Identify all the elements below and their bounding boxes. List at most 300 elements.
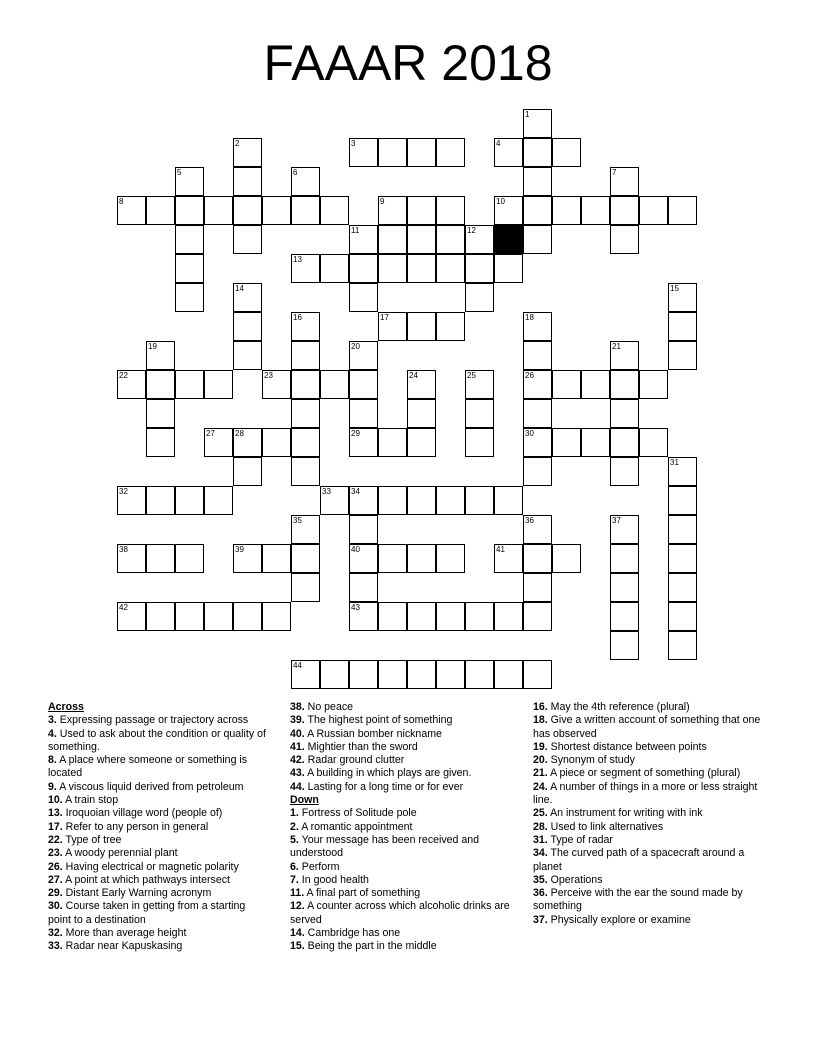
grid-cell[interactable] bbox=[117, 486, 146, 515]
grid-cell[interactable] bbox=[436, 196, 465, 225]
grid-cell[interactable] bbox=[436, 602, 465, 631]
grid-cell[interactable] bbox=[204, 196, 233, 225]
clue-number: 31 bbox=[670, 458, 679, 467]
clue-number: 36 bbox=[525, 516, 534, 525]
clue-item bbox=[290, 767, 515, 780]
clue-number: 27 bbox=[206, 429, 215, 438]
clue-label: 8. bbox=[48, 754, 57, 767]
grid-cell[interactable] bbox=[407, 370, 436, 399]
grid-cell[interactable] bbox=[378, 428, 407, 457]
clue-label: 25. bbox=[533, 807, 548, 820]
grid-cell[interactable] bbox=[378, 138, 407, 167]
clue-label: 14. bbox=[290, 927, 305, 940]
clue-text: Your message has been received and understood bbox=[290, 833, 480, 860]
grid-cell[interactable] bbox=[407, 254, 436, 283]
grid-cell[interactable] bbox=[349, 660, 378, 689]
grid-cell[interactable] bbox=[668, 196, 697, 225]
grid-cell[interactable] bbox=[349, 573, 378, 602]
grid-cell[interactable] bbox=[407, 399, 436, 428]
grid-cell[interactable] bbox=[523, 312, 552, 341]
clue-label: 44. bbox=[290, 780, 305, 793]
grid-cell[interactable] bbox=[465, 486, 494, 515]
clue-item bbox=[48, 807, 270, 820]
clue-text: An instrument for writing with ink bbox=[547, 807, 703, 820]
clue-number: 42 bbox=[119, 603, 128, 612]
grid-cell[interactable] bbox=[494, 138, 523, 167]
grid-cell[interactable] bbox=[523, 341, 552, 370]
grid-cell[interactable] bbox=[175, 370, 204, 399]
grid-cell[interactable] bbox=[465, 225, 494, 254]
grid-cell[interactable] bbox=[291, 544, 320, 573]
clue-number: 24 bbox=[409, 371, 418, 380]
clue-text: Distant Early Warning acronym bbox=[62, 887, 212, 900]
clue-item bbox=[290, 807, 515, 820]
grid-cell[interactable] bbox=[320, 254, 349, 283]
grid-cell[interactable] bbox=[378, 486, 407, 515]
grid-cell[interactable] bbox=[291, 660, 320, 689]
grid-cell[interactable] bbox=[291, 428, 320, 457]
grid-cell[interactable] bbox=[175, 225, 204, 254]
clue-label: 30. bbox=[48, 900, 63, 913]
grid-cell[interactable] bbox=[407, 428, 436, 457]
grid-cell[interactable] bbox=[610, 631, 639, 660]
clue-item bbox=[533, 821, 765, 834]
grid-cell[interactable] bbox=[320, 486, 349, 515]
grid-cell[interactable] bbox=[610, 167, 639, 196]
clue-label: 4. bbox=[48, 727, 57, 740]
clue-label: 20. bbox=[533, 754, 548, 767]
clue-text: Radar ground clutter bbox=[304, 754, 405, 767]
grid-cell[interactable] bbox=[552, 138, 581, 167]
grid-cell[interactable] bbox=[146, 399, 175, 428]
grid-cell[interactable] bbox=[523, 399, 552, 428]
grid-cell[interactable] bbox=[291, 573, 320, 602]
grid-cell[interactable] bbox=[523, 602, 552, 631]
grid-cell[interactable] bbox=[349, 399, 378, 428]
clue-text: A Russian bomber nickname bbox=[304, 727, 442, 740]
grid-cell[interactable] bbox=[465, 370, 494, 399]
grid-cell[interactable] bbox=[436, 225, 465, 254]
clue-item bbox=[290, 741, 515, 754]
grid-cell[interactable] bbox=[175, 486, 204, 515]
clue-item bbox=[533, 754, 765, 767]
grid-cell[interactable] bbox=[349, 515, 378, 544]
grid-cell[interactable] bbox=[291, 254, 320, 283]
clue-text: Perform bbox=[298, 860, 340, 873]
grid-cell[interactable] bbox=[494, 196, 523, 225]
grid-cell[interactable] bbox=[610, 544, 639, 573]
clue-item bbox=[48, 794, 270, 807]
clue-item bbox=[48, 900, 270, 927]
clue-label: 18. bbox=[533, 714, 548, 727]
grid-cell[interactable] bbox=[204, 370, 233, 399]
clue-label: 28. bbox=[533, 820, 548, 833]
grid-cell[interactable] bbox=[175, 167, 204, 196]
clue-item bbox=[290, 887, 515, 900]
clue-item bbox=[290, 821, 515, 834]
grid-cell[interactable] bbox=[581, 370, 610, 399]
clue-label: 43. bbox=[290, 767, 305, 780]
grid-cell[interactable] bbox=[494, 660, 523, 689]
clue-item bbox=[533, 701, 765, 714]
grid-cell[interactable] bbox=[175, 283, 204, 312]
grid-cell[interactable] bbox=[523, 109, 552, 138]
grid-cell[interactable] bbox=[523, 660, 552, 689]
clue-text: A building in which plays are given. bbox=[304, 767, 472, 780]
grid-cell[interactable] bbox=[494, 602, 523, 631]
grid-cell[interactable] bbox=[552, 370, 581, 399]
clue-item bbox=[48, 714, 270, 727]
clue-text: Used to link alternatives bbox=[547, 820, 664, 833]
grid-cell[interactable] bbox=[668, 457, 697, 486]
grid-cell[interactable] bbox=[378, 312, 407, 341]
clue-label: 24. bbox=[533, 780, 548, 793]
grid-cell[interactable] bbox=[523, 167, 552, 196]
grid-cell[interactable] bbox=[291, 457, 320, 486]
clue-label: 10. bbox=[48, 794, 63, 807]
clue-item bbox=[533, 807, 765, 820]
grid-cell[interactable] bbox=[320, 196, 349, 225]
clue-label: 27. bbox=[48, 873, 63, 886]
clue-text: A point at which pathways intersect bbox=[62, 873, 230, 886]
clue-number: 39 bbox=[235, 545, 244, 554]
grid-cell[interactable] bbox=[407, 312, 436, 341]
grid-cell[interactable] bbox=[117, 602, 146, 631]
grid-cell[interactable] bbox=[175, 254, 204, 283]
grid-cell[interactable] bbox=[523, 573, 552, 602]
clue-item bbox=[48, 781, 270, 794]
clue-number: 23 bbox=[264, 371, 273, 380]
clue-text: Operations bbox=[547, 873, 603, 886]
clue-item bbox=[533, 887, 765, 914]
grid-cell[interactable] bbox=[523, 544, 552, 573]
grid-cell[interactable] bbox=[378, 660, 407, 689]
clue-label: 40. bbox=[290, 727, 305, 740]
clue-item bbox=[533, 914, 765, 927]
clue-text: No peace bbox=[304, 701, 354, 713]
grid-cell[interactable] bbox=[349, 602, 378, 631]
grid-cell[interactable] bbox=[117, 544, 146, 573]
clue-text: The curved path of a spacecraft around a planet bbox=[533, 847, 745, 873]
grid-cell[interactable] bbox=[291, 196, 320, 225]
clue-number: 4 bbox=[496, 139, 501, 148]
grid-cell[interactable] bbox=[233, 457, 262, 486]
grid-cell[interactable] bbox=[494, 544, 523, 573]
clue-number: 41 bbox=[496, 545, 505, 554]
grid-cell[interactable] bbox=[407, 602, 436, 631]
grid-cell[interactable] bbox=[465, 428, 494, 457]
grid-cell[interactable] bbox=[610, 370, 639, 399]
grid-cell[interactable] bbox=[175, 196, 204, 225]
clue-label: 19. bbox=[533, 740, 548, 753]
clue-number: 25 bbox=[467, 371, 476, 380]
grid-cell[interactable] bbox=[523, 225, 552, 254]
clue-item bbox=[290, 874, 515, 887]
clue-text: Refer to any person in general bbox=[62, 820, 209, 833]
clue-item bbox=[48, 728, 270, 755]
clues-column-2 bbox=[290, 701, 515, 954]
grid-cell[interactable] bbox=[291, 341, 320, 370]
clue-number: 18 bbox=[525, 313, 534, 322]
grid-cell[interactable] bbox=[523, 428, 552, 457]
grid-cell[interactable] bbox=[378, 602, 407, 631]
grid-cell[interactable] bbox=[610, 399, 639, 428]
grid-cell[interactable] bbox=[407, 486, 436, 515]
grid-cell[interactable] bbox=[291, 167, 320, 196]
clue-item bbox=[48, 927, 270, 940]
grid-cell[interactable] bbox=[668, 602, 697, 631]
grid-cell[interactable] bbox=[407, 544, 436, 573]
grid-cell[interactable] bbox=[291, 370, 320, 399]
grid-cell[interactable] bbox=[349, 138, 378, 167]
grid-cell[interactable] bbox=[233, 196, 262, 225]
clue-item bbox=[290, 781, 515, 794]
grid-cell[interactable] bbox=[668, 573, 697, 602]
grid-cell[interactable] bbox=[146, 544, 175, 573]
grid-cell[interactable] bbox=[291, 399, 320, 428]
clue-text: Type of tree bbox=[62, 833, 122, 846]
grid-cell[interactable] bbox=[407, 225, 436, 254]
clue-text: A romantic appointment bbox=[298, 820, 413, 833]
grid-cell[interactable] bbox=[378, 225, 407, 254]
grid-cell[interactable] bbox=[262, 544, 291, 573]
grid-cell[interactable] bbox=[349, 428, 378, 457]
grid-cell[interactable] bbox=[146, 602, 175, 631]
grid-cell[interactable] bbox=[668, 486, 697, 515]
clue-number: 10 bbox=[496, 197, 505, 206]
clue-text: Mightier than the sword bbox=[304, 740, 418, 753]
grid-cell[interactable] bbox=[349, 486, 378, 515]
clue-label: 31. bbox=[533, 833, 548, 846]
grid-cell[interactable] bbox=[233, 225, 262, 254]
clue-item bbox=[48, 834, 270, 847]
clue-number: 20 bbox=[351, 342, 360, 351]
clues-column-3 bbox=[533, 701, 765, 927]
grid-cell[interactable] bbox=[262, 428, 291, 457]
grid-cell[interactable] bbox=[581, 196, 610, 225]
grid-cell[interactable] bbox=[233, 167, 262, 196]
grid-cell[interactable] bbox=[465, 660, 494, 689]
grid-cell[interactable] bbox=[378, 254, 407, 283]
clue-item bbox=[48, 847, 270, 860]
grid-cell[interactable] bbox=[320, 370, 349, 399]
clue-number: 5 bbox=[177, 168, 182, 177]
clue-number: 17 bbox=[380, 313, 389, 322]
grid-cell[interactable] bbox=[639, 370, 668, 399]
grid-cell[interactable] bbox=[494, 486, 523, 515]
grid-cell[interactable] bbox=[233, 341, 262, 370]
grid-cell[interactable] bbox=[349, 254, 378, 283]
grid-cell[interactable] bbox=[146, 341, 175, 370]
clue-text: A number of things in a more or less straight line. bbox=[533, 780, 758, 807]
clue-number: 33 bbox=[322, 487, 331, 496]
grid-cell[interactable] bbox=[610, 428, 639, 457]
clue-number: 9 bbox=[380, 197, 385, 206]
grid-cell[interactable] bbox=[523, 370, 552, 399]
clue-number: 34 bbox=[351, 487, 360, 496]
clue-label: 6. bbox=[290, 860, 299, 873]
grid-cell[interactable] bbox=[204, 428, 233, 457]
clue-number: 19 bbox=[148, 342, 157, 351]
clue-item bbox=[533, 767, 765, 780]
clue-label: 35. bbox=[533, 873, 548, 886]
grid-cell[interactable] bbox=[175, 602, 204, 631]
grid-cell[interactable] bbox=[552, 544, 581, 573]
clue-label: 42. bbox=[290, 754, 305, 767]
clue-text: Shortest distance between points bbox=[547, 740, 707, 753]
grid-cell[interactable] bbox=[349, 225, 378, 254]
clue-number: 12 bbox=[467, 226, 476, 235]
grid-cell[interactable] bbox=[523, 515, 552, 544]
grid-cell[interactable] bbox=[668, 515, 697, 544]
grid-cell[interactable] bbox=[349, 370, 378, 399]
grid-cell[interactable] bbox=[610, 196, 639, 225]
clue-number: 1 bbox=[525, 110, 530, 119]
black-cell bbox=[494, 225, 523, 254]
clue-number: 26 bbox=[525, 371, 534, 380]
grid-cell[interactable] bbox=[523, 138, 552, 167]
clue-label: 5. bbox=[290, 833, 299, 846]
clue-text: More than average height bbox=[62, 927, 187, 940]
clue-number: 44 bbox=[293, 661, 302, 670]
grid-cell[interactable] bbox=[262, 196, 291, 225]
clue-label: 9. bbox=[48, 780, 57, 793]
clue-text: A piece or segment of something (plural) bbox=[547, 767, 741, 780]
clue-text: Lasting for a long time or for ever bbox=[304, 780, 464, 793]
grid-cell[interactable] bbox=[146, 196, 175, 225]
grid-cell[interactable] bbox=[349, 341, 378, 370]
grid-cell[interactable] bbox=[378, 196, 407, 225]
clue-label: 12. bbox=[290, 900, 305, 913]
grid-cell[interactable] bbox=[465, 254, 494, 283]
grid-cell[interactable] bbox=[436, 312, 465, 341]
clue-number: 21 bbox=[612, 342, 621, 351]
grid-cell[interactable] bbox=[639, 428, 668, 457]
clue-text: A woody perennial plant bbox=[62, 847, 178, 860]
clue-text: A place where someone or something is located bbox=[48, 754, 248, 780]
grid-cell[interactable] bbox=[233, 602, 262, 631]
clue-number: 7 bbox=[612, 168, 617, 177]
clue-number: 2 bbox=[235, 139, 240, 148]
grid-cell[interactable] bbox=[262, 370, 291, 399]
grid-cell[interactable] bbox=[668, 312, 697, 341]
grid-cell[interactable] bbox=[233, 544, 262, 573]
grid-cell[interactable] bbox=[610, 457, 639, 486]
grid-cell[interactable] bbox=[581, 428, 610, 457]
grid-cell[interactable] bbox=[465, 399, 494, 428]
grid-cell[interactable] bbox=[436, 254, 465, 283]
grid-cell[interactable] bbox=[117, 370, 146, 399]
clue-item bbox=[290, 714, 515, 727]
clue-number: 11 bbox=[351, 226, 360, 235]
clue-item bbox=[48, 821, 270, 834]
clue-text: Give a written account of something that one has observed bbox=[533, 714, 761, 740]
clue-number: 14 bbox=[235, 284, 244, 293]
clue-text: May the 4th reference (plural) bbox=[547, 701, 690, 713]
grid-cell[interactable] bbox=[436, 544, 465, 573]
grid-cell[interactable] bbox=[668, 631, 697, 660]
grid-cell[interactable] bbox=[668, 341, 697, 370]
grid-cell[interactable] bbox=[204, 486, 233, 515]
grid-cell[interactable] bbox=[610, 602, 639, 631]
grid-cell[interactable] bbox=[668, 283, 697, 312]
clue-number: 38 bbox=[119, 545, 128, 554]
clue-label: 2. bbox=[290, 820, 299, 833]
clue-label: 22. bbox=[48, 833, 63, 846]
grid-cell[interactable] bbox=[146, 486, 175, 515]
clue-item bbox=[290, 728, 515, 741]
clue-label: 3. bbox=[48, 714, 57, 727]
grid-cell[interactable] bbox=[233, 312, 262, 341]
grid-cell[interactable] bbox=[523, 196, 552, 225]
grid-cell[interactable] bbox=[378, 544, 407, 573]
grid-cell[interactable] bbox=[349, 283, 378, 312]
grid-cell[interactable] bbox=[523, 457, 552, 486]
grid-cell[interactable] bbox=[146, 370, 175, 399]
grid-cell[interactable] bbox=[175, 544, 204, 573]
clue-item bbox=[48, 874, 270, 887]
clue-label: 32. bbox=[48, 927, 63, 940]
clue-item bbox=[290, 754, 515, 767]
grid-cell[interactable] bbox=[465, 283, 494, 312]
grid-cell[interactable] bbox=[552, 428, 581, 457]
grid-cell[interactable] bbox=[552, 196, 581, 225]
clue-item bbox=[48, 940, 270, 953]
clue-text: A viscous liquid derived from petroleum bbox=[56, 780, 244, 793]
clue-label: 1. bbox=[290, 807, 299, 820]
grid-cell[interactable] bbox=[233, 138, 262, 167]
grid-cell[interactable] bbox=[610, 341, 639, 370]
clue-text: A final part of something bbox=[304, 887, 421, 900]
grid-cell[interactable] bbox=[291, 515, 320, 544]
clue-number: 40 bbox=[351, 545, 360, 554]
grid-cell[interactable] bbox=[117, 196, 146, 225]
clue-number: 13 bbox=[293, 255, 302, 264]
grid-cell[interactable] bbox=[407, 196, 436, 225]
grid-cell[interactable] bbox=[668, 544, 697, 573]
clue-label: 15. bbox=[290, 940, 305, 953]
grid-cell[interactable] bbox=[320, 660, 349, 689]
grid-cell[interactable] bbox=[494, 254, 523, 283]
grid-cell[interactable] bbox=[291, 312, 320, 341]
clue-label: 7. bbox=[290, 873, 299, 886]
grid-cell[interactable] bbox=[407, 660, 436, 689]
grid-cell[interactable] bbox=[233, 428, 262, 457]
clue-label: 33. bbox=[48, 940, 63, 953]
grid-cell[interactable] bbox=[465, 602, 494, 631]
grid-cell[interactable] bbox=[436, 660, 465, 689]
clue-item bbox=[290, 940, 515, 953]
grid-cell[interactable] bbox=[407, 138, 436, 167]
grid-cell[interactable] bbox=[610, 515, 639, 544]
grid-cell[interactable] bbox=[610, 225, 639, 254]
clue-text: The highest point of something bbox=[304, 714, 453, 727]
grid-cell[interactable] bbox=[349, 544, 378, 573]
grid-cell[interactable] bbox=[610, 573, 639, 602]
clue-text: A train stop bbox=[62, 794, 119, 807]
clue-label: 37. bbox=[533, 913, 548, 926]
clue-text: A counter across which alcoholic drinks are served bbox=[290, 900, 510, 926]
grid-cell[interactable] bbox=[262, 602, 291, 631]
page-title: FAAAR 2018 bbox=[263, 35, 553, 91]
grid-cell[interactable] bbox=[639, 196, 668, 225]
grid-cell[interactable] bbox=[436, 486, 465, 515]
grid-cell[interactable] bbox=[204, 602, 233, 631]
clue-item bbox=[48, 887, 270, 900]
grid-cell[interactable] bbox=[146, 428, 175, 457]
grid-cell[interactable] bbox=[233, 283, 262, 312]
grid-cell[interactable] bbox=[436, 138, 465, 167]
